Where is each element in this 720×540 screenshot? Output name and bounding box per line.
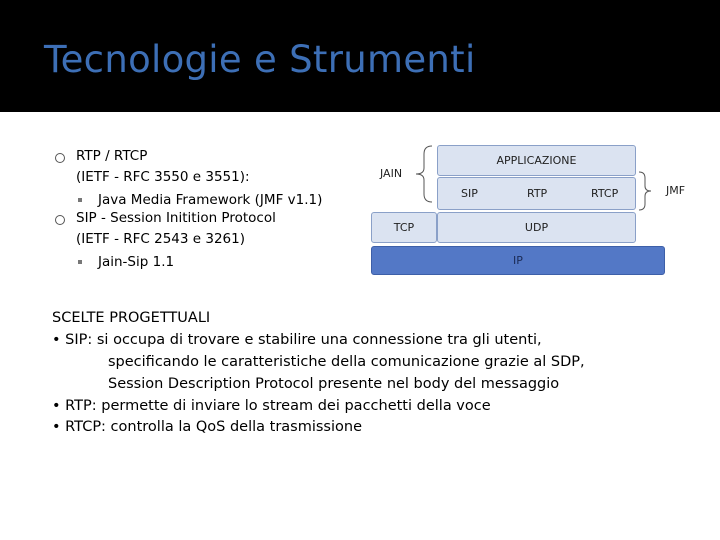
scelte-item-sip: • SIP: si occupa di trovare e stabilire una connessione tra gli utenti, xyxy=(52,332,542,348)
rtcp-label: RTCP xyxy=(591,187,619,200)
square-bullet-icon xyxy=(78,198,82,202)
scelte-item-rtp: • RTP: permette di inviare lo stream dei pacchetti della voce xyxy=(52,398,491,414)
bullet-2-line-2: (IETF - RFC 2543 e 3261) xyxy=(76,231,245,247)
scelte-item-sip-cont-1: specificando le caratteristiche della comunicazione grazie al SDP, xyxy=(108,354,585,370)
bullet-1-sub: Java Media Framework (JMF v1.1) xyxy=(98,192,323,208)
rtp-label: RTP xyxy=(527,187,548,200)
udp-box: UDP xyxy=(437,212,636,243)
jain-label: JAIN xyxy=(380,167,403,180)
protocols-box xyxy=(437,177,636,210)
circle-bullet-icon xyxy=(55,215,65,225)
ip-box: IP xyxy=(371,246,665,275)
bullet-2-sub: Jain-Sip 1.1 xyxy=(98,254,175,270)
scelte-item-rtcp: • RTCP: controlla la QoS della trasmissione xyxy=(52,419,362,435)
bullet-1-line-2: (IETF - RFC 3550 e 3551): xyxy=(76,169,250,185)
bullet-2-line-1: SIP - Session Initition Protocol xyxy=(76,210,276,226)
left-brace-icon xyxy=(410,144,436,204)
jmf-label: JMF xyxy=(666,184,686,197)
slide-title: Tecnologie e Strumenti xyxy=(44,38,476,81)
applicazione-box: APPLICAZIONE xyxy=(437,145,636,176)
sip-label: SIP xyxy=(461,187,478,200)
bullet-1-line-1: RTP / RTCP xyxy=(76,148,148,164)
square-bullet-icon xyxy=(78,260,82,264)
circle-bullet-icon xyxy=(55,153,65,163)
scelte-heading: SCELTE PROGETTUALI xyxy=(52,310,211,326)
scelte-item-sip-cont-2: Session Description Protocol presente nel body del messaggio xyxy=(108,376,560,392)
right-brace-icon xyxy=(637,170,659,212)
tcp-box: TCP xyxy=(371,212,437,243)
